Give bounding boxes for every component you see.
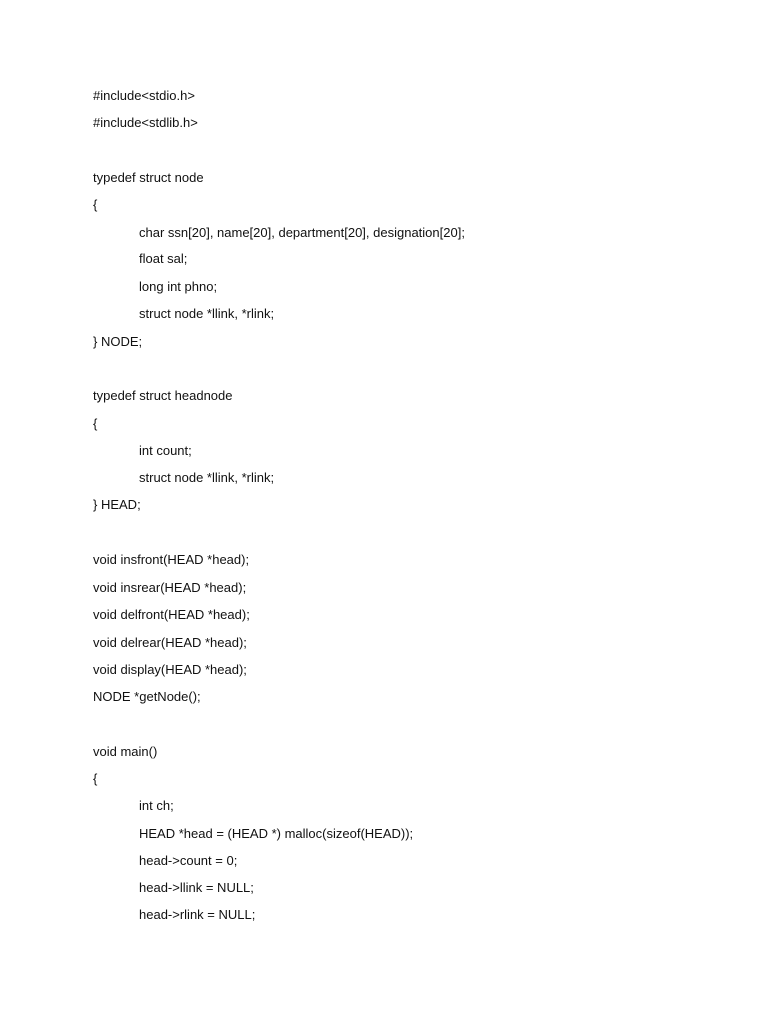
code-line: struct node *llink, *rlink; [139, 470, 275, 485]
code-line: head->rlink = NULL; [139, 907, 256, 922]
code-line: { [93, 416, 98, 431]
code-line: int count; [139, 443, 192, 458]
code-line: void delrear(HEAD *head); [93, 635, 247, 650]
code-line: struct node *llink, *rlink; [139, 306, 275, 321]
code-line: { [93, 771, 98, 786]
code-line: void display(HEAD *head); [93, 662, 247, 677]
code-line: { [93, 197, 98, 212]
code-line: head->count = 0; [139, 853, 238, 868]
code-line: long int phno; [139, 279, 218, 294]
code-line: #include<stdlib.h> [93, 115, 198, 130]
code-line: void main() [93, 744, 158, 759]
code-line: float sal; [139, 251, 188, 266]
code-line: } HEAD; [93, 497, 141, 512]
code-line: typedef struct headnode [93, 388, 233, 403]
code-line: } NODE; [93, 334, 143, 349]
code-line: NODE *getNode(); [93, 689, 201, 704]
code-line: head->llink = NULL; [139, 880, 254, 895]
code-line: int ch; [139, 798, 174, 813]
code-line: char ssn[20], name[20], department[20], designation[20]; [139, 225, 465, 240]
code-line: void delfront(HEAD *head); [93, 607, 250, 622]
code-line: void insfront(HEAD *head); [93, 552, 250, 567]
code-line: HEAD *head = (HEAD *) malloc(sizeof(HEAD)); [139, 826, 414, 841]
code-line: #include<stdio.h> [93, 88, 195, 103]
code-line: typedef struct node [93, 170, 204, 185]
code-line: void insrear(HEAD *head); [93, 580, 247, 595]
